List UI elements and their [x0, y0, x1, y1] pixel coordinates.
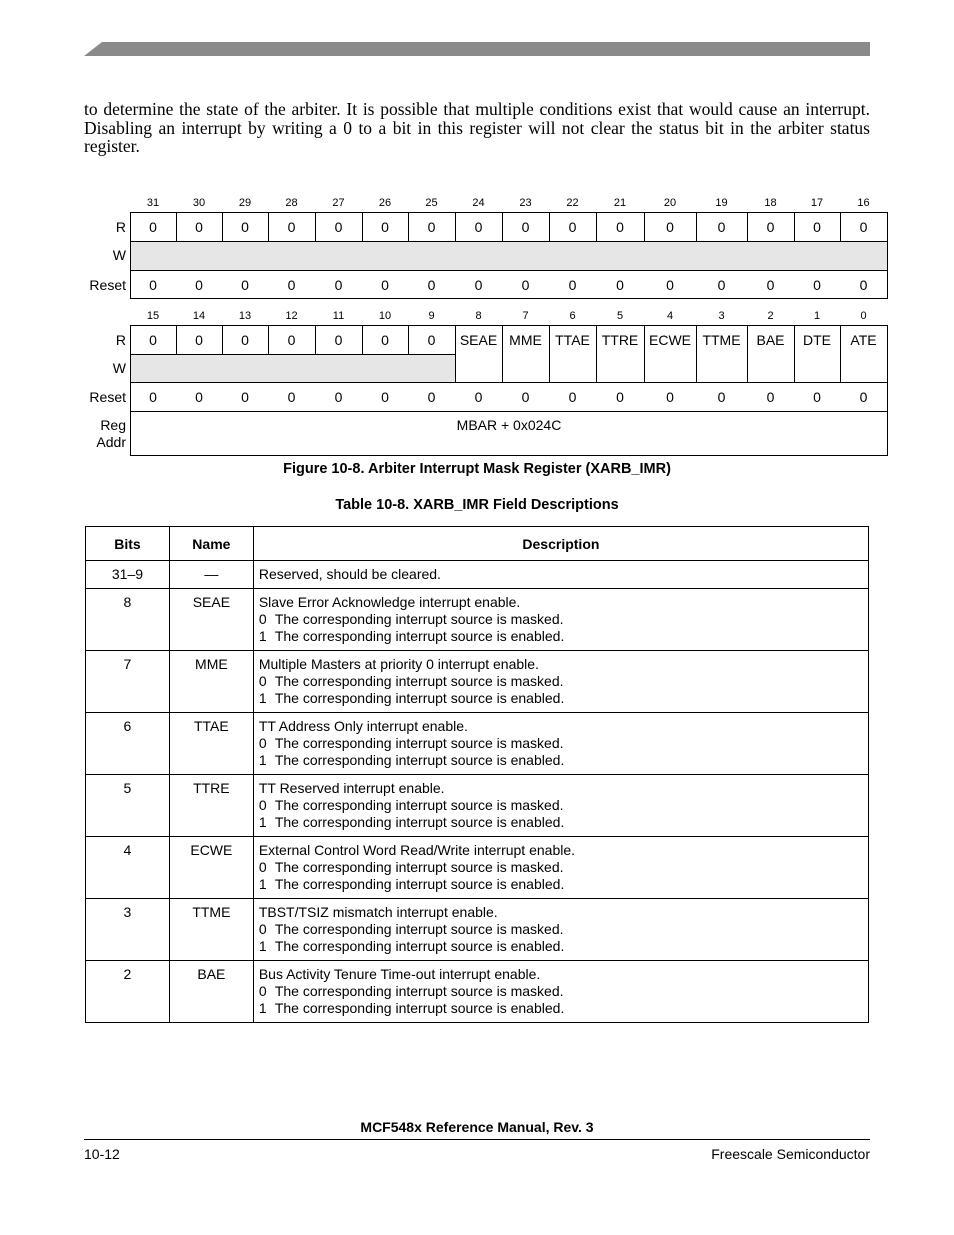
row-name: BAE	[169, 961, 253, 1023]
option-enabled: 1 The corresponding interrupt source is enabled.	[258, 814, 565, 831]
row-bits: 6	[86, 713, 170, 775]
reset-value: 0	[568, 277, 577, 293]
bit-number: 16	[857, 197, 870, 209]
reset-value: 0	[666, 277, 674, 293]
bit-number: 30	[192, 197, 206, 209]
r-value: 0	[381, 219, 389, 235]
reset-value: 0	[241, 277, 249, 293]
grid-line	[130, 455, 888, 456]
bit-number: 13	[238, 310, 252, 322]
grid-line	[176, 325, 177, 355]
option-enabled: 1 The corresponding interrupt source is enabled.	[258, 876, 565, 893]
bit-number: 24	[472, 197, 485, 209]
table-row	[86, 775, 869, 837]
reset-value: 0	[381, 389, 389, 405]
bit-number: 6	[569, 310, 576, 322]
table-row	[86, 713, 869, 775]
bit-number: 27	[332, 197, 345, 209]
row-label-w: W	[112, 247, 126, 263]
grid-line	[887, 241, 888, 299]
grid-line	[696, 212, 697, 242]
row-bits: 31–9	[86, 561, 170, 589]
row-label-addr: Addr	[96, 434, 126, 450]
footer-title: MCF548x Reference Manual, Rev. 3	[360, 1119, 594, 1135]
grid-line	[549, 212, 550, 242]
grid-line	[596, 212, 597, 242]
r-value: 0	[616, 219, 624, 235]
r-value: 0	[195, 219, 203, 235]
grid-line	[794, 325, 795, 383]
bit-number: 14	[192, 310, 206, 322]
grid-line	[130, 382, 888, 383]
r-value: 0	[427, 332, 436, 348]
reset-value: 0	[766, 389, 775, 405]
reset-value: 0	[195, 389, 203, 405]
table-row	[86, 651, 869, 713]
row-bits: 7	[86, 651, 170, 713]
bit-number: 25	[425, 197, 438, 209]
row-name: TTAE	[169, 713, 253, 775]
bit-number: 7	[522, 310, 529, 322]
row-label-reg: Reg	[100, 417, 126, 433]
grid-line	[887, 212, 888, 242]
reset-value: 0	[334, 277, 343, 293]
field-name: DTE	[803, 332, 831, 348]
register-address: MBAR + 0x024C	[456, 417, 562, 433]
field-name: SEAE	[459, 332, 498, 348]
grid-line	[130, 298, 888, 299]
grid-line	[130, 212, 131, 242]
option-enabled: 1 The corresponding interrupt source is enabled.	[258, 1000, 565, 1017]
grid-line	[268, 325, 269, 355]
grid-line	[502, 212, 503, 242]
grid-line	[549, 325, 550, 383]
row-name: SEAE	[169, 589, 253, 651]
row-bits: 3	[86, 899, 170, 961]
r-value: 0	[241, 332, 249, 348]
bit-number: 1	[813, 310, 821, 322]
header-name: Name	[169, 527, 253, 561]
row-description	[253, 775, 868, 837]
row-bits: 5	[86, 775, 170, 837]
description-text: Multiple Masters at priority 0 interrupt enable.	[258, 656, 539, 672]
bit-number: 18	[764, 197, 777, 209]
figure-caption: Figure 10-8. Arbiter Interrupt Mask Register (XARB_IMR)	[283, 461, 671, 477]
row-description	[253, 961, 868, 1023]
reset-value: 0	[287, 277, 296, 293]
row-description	[253, 899, 868, 961]
footer-divider	[84, 1139, 870, 1140]
grid-line	[696, 325, 697, 383]
r-value: 0	[521, 219, 530, 235]
reset-value: 0	[717, 277, 726, 293]
r-value: 0	[287, 219, 296, 235]
table-caption: Table 10-8. XARB_IMR Field Descriptions	[335, 497, 619, 513]
r-value: 0	[427, 219, 436, 235]
bit-number: 17	[810, 197, 824, 209]
reset-value: 0	[813, 277, 821, 293]
reset-value: 0	[766, 277, 775, 293]
grid-line	[840, 325, 841, 383]
bit-number: 10	[378, 310, 392, 322]
r-value: 0	[766, 219, 775, 235]
grid-line	[130, 411, 888, 412]
description-text: External Control Word Read/Write interrupt enable.	[258, 842, 576, 858]
bit-number: 12	[285, 310, 298, 322]
option-masked: 0 The corresponding interrupt source is masked.	[258, 797, 564, 814]
field-name: TTRE	[601, 332, 639, 348]
row-label-r: R	[115, 332, 126, 348]
reset-value: 0	[334, 389, 343, 405]
reset-value: 0	[474, 389, 483, 405]
table-header-row	[86, 527, 869, 561]
field-name: MME	[509, 332, 542, 348]
reset-value: 0	[287, 389, 296, 405]
r-value: 0	[474, 219, 483, 235]
bit-number: 29	[238, 197, 252, 209]
option-enabled: 1 The corresponding interrupt source is enabled.	[258, 628, 565, 645]
grid-line	[455, 325, 456, 383]
row-bits: 8	[86, 589, 170, 651]
description-text: Slave Error Acknowledge interrupt enable.	[258, 594, 521, 610]
row-description	[253, 837, 868, 899]
table-row	[86, 589, 869, 651]
r-value: 0	[717, 219, 726, 235]
reset-value: 0	[427, 277, 436, 293]
grid-line	[130, 241, 131, 299]
bit-number: 3	[718, 310, 725, 322]
reset-value: 0	[859, 389, 868, 405]
grid-line	[408, 325, 409, 355]
r-value: 0	[334, 332, 343, 348]
grid-line	[840, 212, 841, 242]
grid-line	[130, 354, 131, 456]
grid-line	[747, 212, 748, 242]
grid-line	[644, 212, 645, 242]
grid-line	[130, 325, 131, 355]
row-name: TTRE	[169, 775, 253, 837]
field-name: ATE	[850, 332, 877, 348]
r-value: 0	[813, 219, 821, 235]
table-row	[86, 837, 869, 899]
row-description	[253, 589, 868, 651]
header-bar	[84, 42, 870, 56]
grid-line	[596, 325, 597, 383]
row-name: TTME	[169, 899, 253, 961]
bit-number: 19	[715, 197, 728, 209]
field-name: BAE	[756, 332, 785, 348]
grid-line	[130, 270, 888, 271]
intro-paragraph: to determine the state of the arbiter. It is possible that multiple conditions exist that would cause an interrupt. Disabling an interrupt by writing a 0 to a bit in this register will not clear the status bit in the arbiter status register.	[84, 99, 870, 156]
option-masked: 0 The corresponding interrupt source is masked.	[258, 983, 564, 1000]
bit-number: 4	[666, 310, 674, 322]
description-text: TT Address Only interrupt enable.	[258, 718, 468, 734]
grid-line	[644, 325, 645, 383]
row-name: MME	[169, 651, 253, 713]
bit-number: 9	[428, 310, 435, 322]
reset-value: 0	[195, 277, 203, 293]
option-enabled: 1 The corresponding interrupt source is enabled.	[258, 690, 565, 707]
table-row	[86, 561, 869, 589]
row-bits: 2	[86, 961, 170, 1023]
r-value: 0	[149, 219, 157, 235]
option-masked: 0 The corresponding interrupt source is masked.	[258, 859, 564, 876]
bit-number: 8	[475, 310, 482, 322]
grid-line	[176, 212, 177, 242]
w-row-reserved	[131, 242, 887, 270]
grid-line	[268, 212, 269, 242]
description-text: TT Reserved interrupt enable.	[258, 780, 445, 796]
grid-line	[455, 212, 456, 242]
reset-value: 0	[717, 389, 726, 405]
row-label-w: W	[112, 360, 126, 376]
reset-value: 0	[521, 389, 530, 405]
r-value: 0	[287, 332, 296, 348]
bit-number: 2	[767, 310, 774, 322]
option-enabled: 1 The corresponding interrupt source is enabled.	[258, 752, 565, 769]
row-description	[253, 561, 868, 589]
grid-line	[315, 325, 316, 355]
grid-line	[794, 212, 795, 242]
w-row-reserved	[131, 355, 455, 382]
r-value: 0	[666, 219, 674, 235]
reset-value: 0	[241, 389, 249, 405]
r-value: 0	[149, 332, 157, 348]
row-description	[253, 651, 868, 713]
field-name: TTAE	[555, 332, 590, 348]
grid-line	[222, 325, 223, 355]
reset-value: 0	[427, 389, 436, 405]
option-masked: 0 The corresponding interrupt source is masked.	[258, 735, 564, 752]
row-label-r: R	[115, 219, 126, 235]
row-description	[253, 713, 868, 775]
r-value: 0	[195, 332, 203, 348]
option-masked: 0 The corresponding interrupt source is masked.	[258, 921, 564, 938]
option-masked: 0 The corresponding interrupt source is masked.	[258, 673, 564, 690]
reset-value: 0	[149, 277, 157, 293]
bit-number: 0	[860, 310, 867, 322]
r-value: 0	[381, 332, 389, 348]
row-bits: 4	[86, 837, 170, 899]
grid-line	[315, 212, 316, 242]
bit-number: 15	[146, 310, 160, 322]
description-text: TBST/TSIZ mismatch interrupt enable.	[258, 904, 498, 920]
bit-number: 5	[616, 310, 624, 322]
grid-line	[130, 325, 888, 326]
reset-value: 0	[616, 389, 624, 405]
page-number: 10-12	[84, 1146, 120, 1162]
grid-line	[130, 212, 888, 213]
field-name: TTME	[702, 332, 741, 348]
description-text: Bus Activity Tenure Time-out interrupt enable.	[258, 966, 541, 982]
r-value: 0	[859, 219, 868, 235]
reset-value: 0	[381, 277, 389, 293]
grid-line	[362, 325, 363, 355]
row-name: ECWE	[169, 837, 253, 899]
bit-number: 21	[613, 197, 627, 209]
bit-number: 23	[519, 197, 532, 209]
option-enabled: 1 The corresponding interrupt source is enabled.	[258, 938, 565, 955]
bit-number: 20	[663, 197, 677, 209]
grid-line	[408, 212, 409, 242]
row-label-reset: Reset	[89, 277, 126, 293]
table-row	[86, 961, 869, 1023]
r-value: 0	[334, 219, 343, 235]
bit-number: 28	[285, 197, 298, 209]
grid-line	[887, 325, 888, 383]
description-text: Reserved, should be cleared.	[258, 566, 441, 582]
reset-value: 0	[474, 277, 483, 293]
table-row	[86, 899, 869, 961]
reset-value: 0	[666, 389, 674, 405]
reset-value: 0	[568, 389, 577, 405]
reset-value: 0	[859, 277, 868, 293]
row-name: —	[169, 561, 253, 589]
r-value: 0	[568, 219, 577, 235]
bit-number: 31	[146, 197, 160, 209]
grid-line	[222, 212, 223, 242]
grid-line	[362, 212, 363, 242]
field-name: ECWE	[649, 332, 691, 348]
header-description: Description	[253, 527, 868, 561]
bit-number: 11	[332, 310, 345, 322]
header-bits: Bits	[86, 527, 170, 561]
reset-value: 0	[521, 277, 530, 293]
reset-value: 0	[149, 389, 157, 405]
field-description-table	[85, 526, 869, 1023]
bit-number: 26	[378, 197, 392, 209]
reset-value: 0	[813, 389, 821, 405]
option-masked: 0 The corresponding interrupt source is masked.	[258, 611, 564, 628]
reset-value: 0	[616, 277, 624, 293]
company-name: Freescale Semiconductor	[711, 1146, 870, 1162]
grid-line	[502, 325, 503, 383]
grid-line	[747, 325, 748, 383]
row-label-reset: Reset	[89, 389, 126, 405]
grid-line	[130, 241, 888, 242]
r-value: 0	[241, 219, 249, 235]
bit-number: 22	[566, 197, 579, 209]
